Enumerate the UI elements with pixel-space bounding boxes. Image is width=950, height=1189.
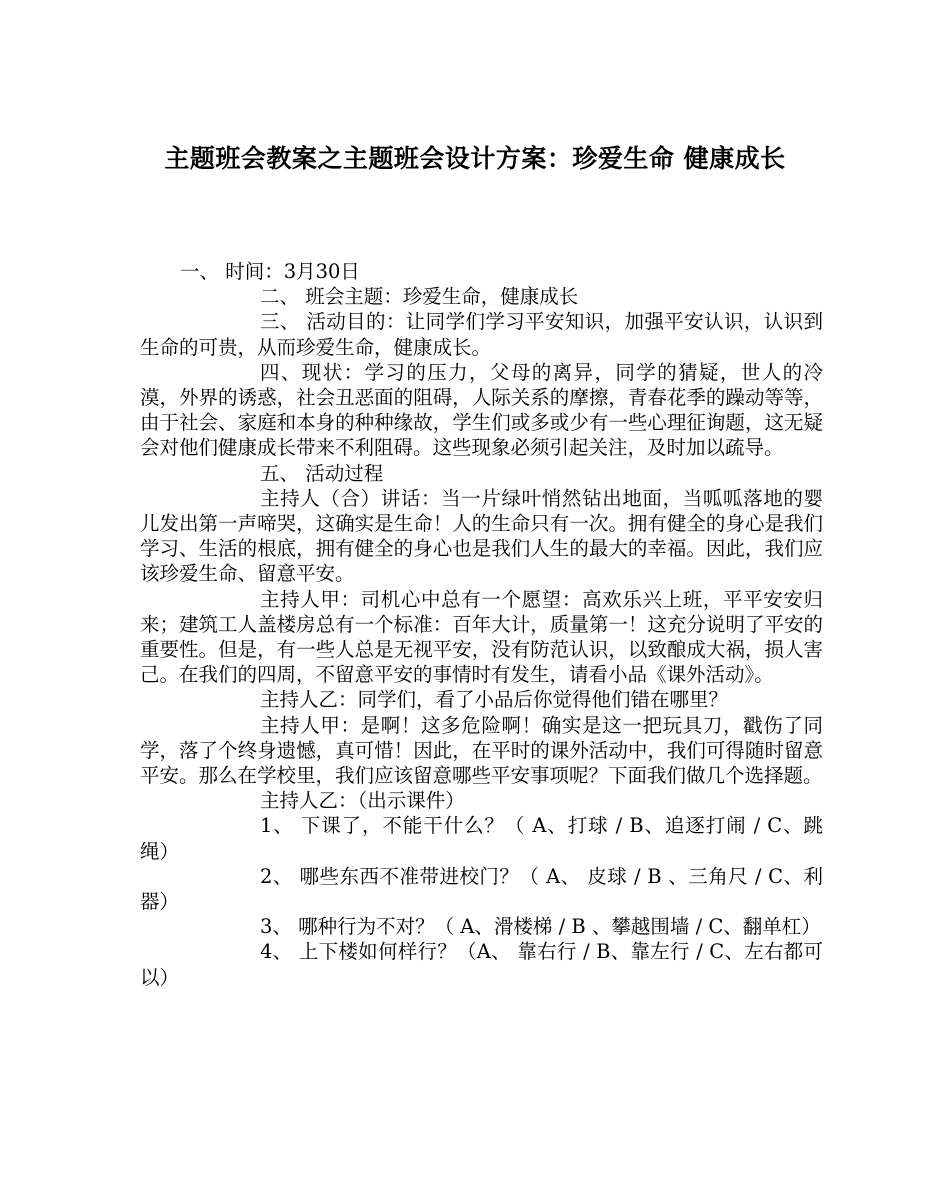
- question-item: 4、 上下楼如何样行？（A、 靠右行 / B、靠左行 / C、左右都可以）: [140, 940, 823, 989]
- paragraph-host-together: 主持人（合）讲话：当一片绿叶悄然钻出地面，当呱呱落地的婴儿发出第一声啼哭，这确实是生命！人的生命只有一次。拥有健全的身心是我们学习、生活的根底，拥有健全的身心也是我们人生的最大的幸福。因此，我们应该珍爱生命、留意平安。: [140, 486, 823, 586]
- question-item: 1、 下课了，不能干什么？（ A、打球 / B、追逐打闹 / C、跳绳）: [140, 814, 823, 863]
- paragraph-process-heading: 五、 活动过程: [260, 461, 384, 485]
- paragraph-host-b-2: 主持人乙：（出示课件）: [260, 789, 465, 813]
- paragraph-purpose: 三、 活动目的：让同学们学习平安知识，加强平安认识，认识到生命的可贵，从而珍爱生命，健康成长。: [140, 310, 823, 359]
- question-item: 2、 哪些东西不准带进校门？（ A、 皮球 / B 、三角尺 / C、利器）: [140, 864, 823, 914]
- document-body: [140, 259, 823, 990]
- paragraph-time: 一、 时间：3月30日: [180, 260, 360, 283]
- paragraph-host-a-2: 主持人甲：是啊！这多危险啊！确实是这一把玩具刀，戳伤了同学，落了个终身遗憾，真可惜！因此，在平时的课外活动中，我们可得随时留意平安。那么在学校里，我们应该留意哪些平安事项呢？下面我们做几个选择题。: [140, 713, 823, 788]
- paragraph-host-a-1: 主持人甲：司机心中总有一个愿望：高欢乐兴上班，平平安安归来；建筑工人盖楼房总有一个标准：百年大计，质量第一！这充分说明了平安的重要性。但是，有一些人总是无视平安，没有防范认识，以致酿成大祸，损人害己。在我们的四周，不留意平安的事情时有发生，请看小品《课外活动》。: [140, 587, 823, 687]
- document-title: 主题班会教案之主题班会设计方案：珍爱生命 健康成长: [164, 144, 786, 173]
- paragraph-host-b-1: 主持人乙：同学们，看了小品后你觉得他们错在哪里？: [260, 688, 729, 712]
- paragraph-theme: 二、 班会主题：珍爱生命，健康成长: [260, 285, 579, 309]
- question-item: 3、 哪种行为不对？（ A、滑楼梯 / B 、攀越围墙 / C、翻单杠）: [260, 915, 821, 939]
- paragraph-status: 四、现状：学习的压力，父母的离异，同学的猜疑，世人的冷漠，外界的诱惑，社会丑恶面的阻碍，人际关系的摩擦，青春花季的躁动等等，由于社会、家庭和本身的种种缘故，学生们或多或少有一些心理征询题，这无疑会对他们健康成长带来不利阻碍。这些现象必须引起关注，及时加以疏导。: [140, 360, 823, 460]
